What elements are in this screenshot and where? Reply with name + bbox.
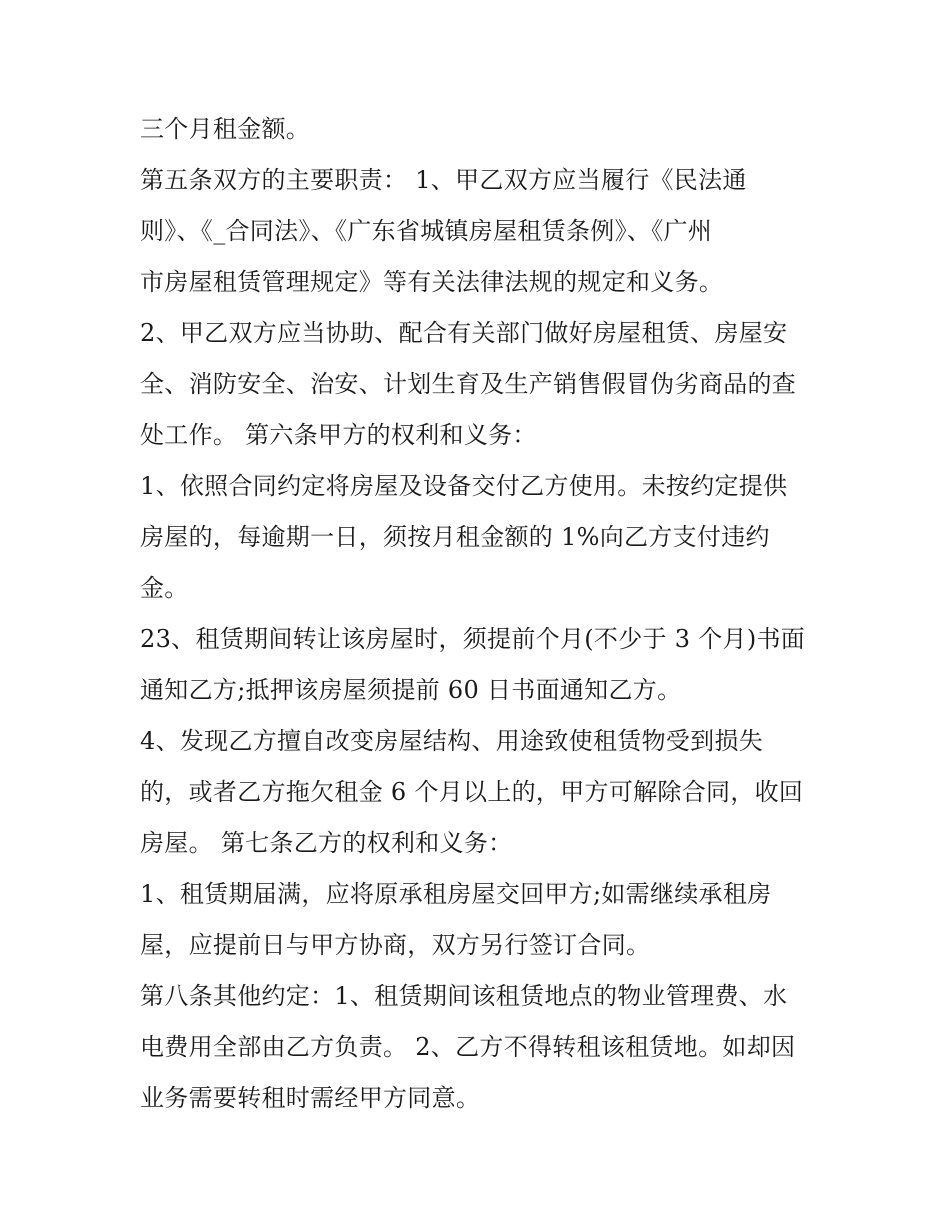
text-line: 2、甲乙双方应当协助、配合有关部门做好房屋租赁、房屋安 — [140, 319, 788, 347]
text-line: 房屋的，每逾期一日，须按月租金额的 1%向乙方支付违约 — [140, 523, 770, 551]
text-line: 1、依照合同约定将房屋及设备交付乙方使用。未按约定提供 — [140, 472, 788, 500]
text-line: 第五条双方的主要职责： 1、甲乙双方应当履行《民法通 — [140, 166, 747, 194]
text-line: 的，或者乙方拖欠租金 6 个月以上的，甲方可解除合同，收回 — [140, 778, 804, 806]
text-line: 电费用全部由乙方负责。 2、乙方不得转租该租赁地。如却因 — [140, 1033, 796, 1061]
text-line: 4、发现乙方擅自改变房屋结构、用途致使租赁物受到损失 — [140, 727, 764, 755]
text-line: 23、租赁期间转让该房屋时，须提前个月(不少于 3 个月)书面 — [140, 625, 806, 653]
text-line: 房屋。 第七条乙方的权利和义务： — [140, 829, 513, 857]
text-line: 屋，应提前日与甲方协商，双方另行签订合同。 — [140, 931, 651, 959]
text-line: 金。 — [140, 574, 189, 602]
text-line: 则》、《_合同法》、《广东省城镇房屋租赁条例》、《广州 — [140, 217, 713, 245]
text-line: 第八条其他约定：1、租赁期间该租赁地点的物业管理费、水 — [140, 982, 788, 1010]
text-line: 全、消防安全、治安、计划生育及生产销售假冒伪劣商品的查 — [140, 370, 797, 398]
text-line: 1、租赁期届满，应将原承租房屋交回甲方;如需继续承租房 — [140, 880, 772, 908]
text-line: 市房屋租赁管理规定》等有关法律法规的规定和义务。 — [140, 268, 724, 296]
text-line: 处工作。 第六条甲方的权利和义务： — [140, 421, 537, 449]
contract-text — [140, 104, 830, 1124]
text-line: 通知乙方;抵押该房屋须提前 60 日书面通知乙方。 — [140, 676, 682, 704]
text-line: 业务需要转租时需经甲方同意。 — [140, 1084, 481, 1112]
text-line: 三个月租金额。 — [140, 115, 311, 143]
